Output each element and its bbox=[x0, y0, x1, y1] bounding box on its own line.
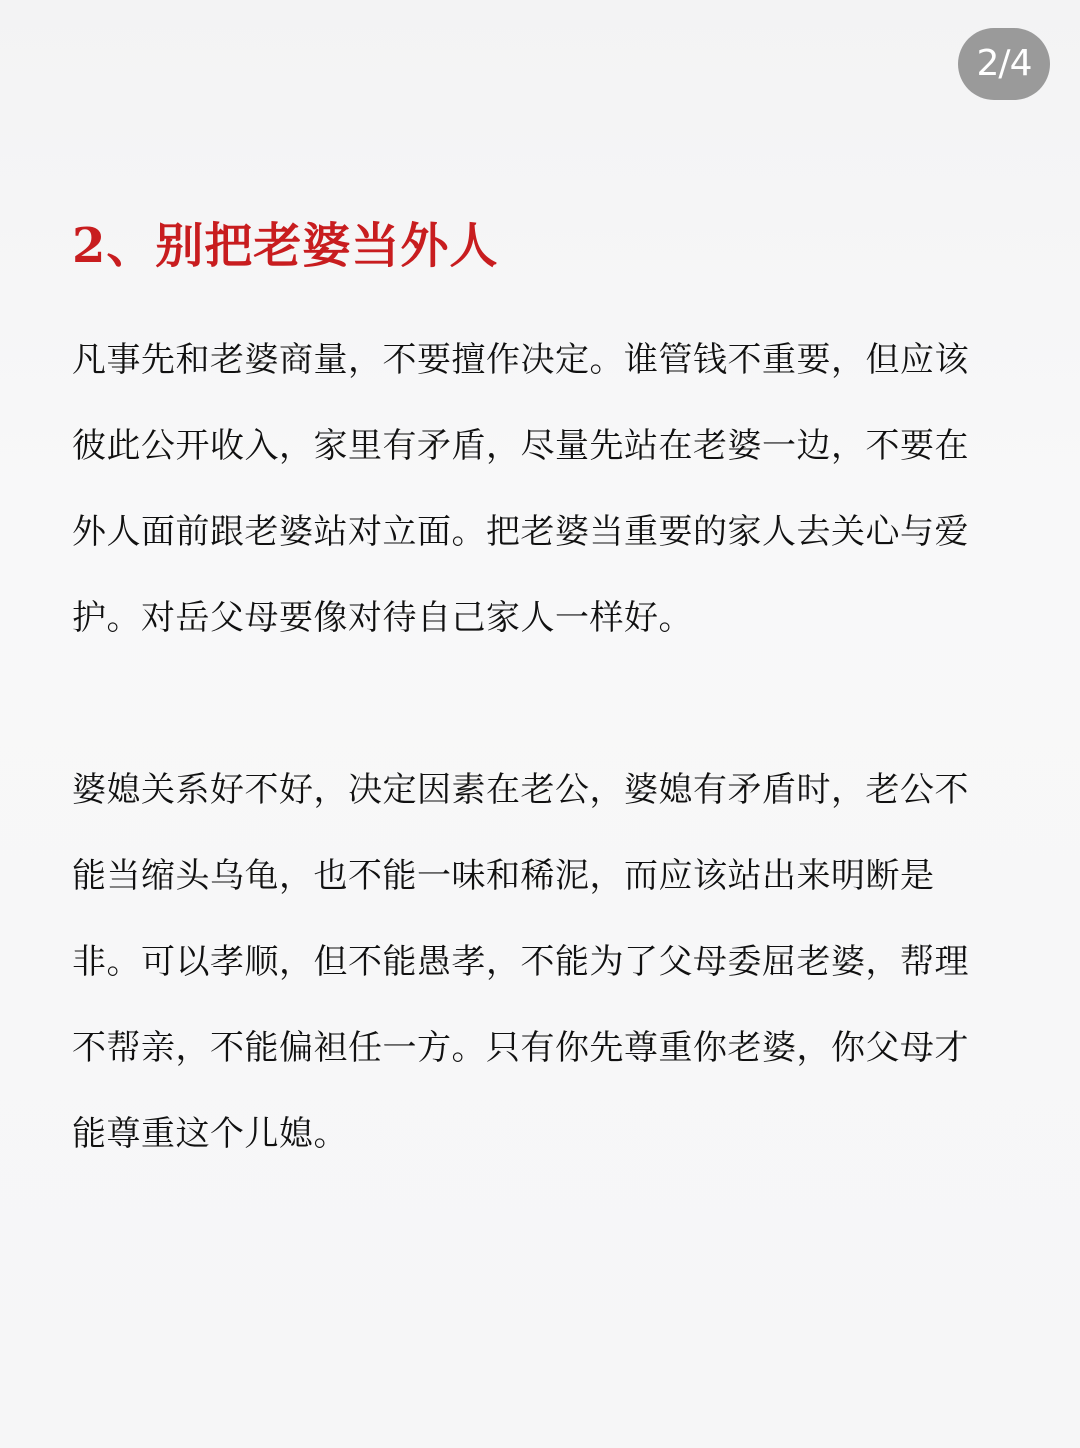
article-paragraph-1: 凡事先和老婆商量，不要擅作决定。谁管钱不重要，但应该彼此公开收入，家里有矛盾，尽量先站在老婆一边，不要在外人面前跟老婆站对立面。把老婆当重要的家人去关心与爱护。对岳父母要像对待自己家人一样好。 bbox=[72, 340, 969, 638]
article-content bbox=[72, 210, 982, 1177]
article-paragraph-2: 婆媳关系好不好，决定因素在老公，婆媳有矛盾时，老公不能当缩头乌龟，也不能一味和稀泥，而应该站出来明断是非。可以孝顺，但不能愚孝，不能为了父母委屈老婆，帮理不帮亲，不能偏袒任一方。只有你先尊重你老婆，你父母才能尊重这个儿媳。 bbox=[72, 770, 969, 1154]
article-heading: 2、别把老婆当外人 bbox=[72, 218, 499, 274]
page-indicator: 2/4 bbox=[958, 28, 1050, 100]
